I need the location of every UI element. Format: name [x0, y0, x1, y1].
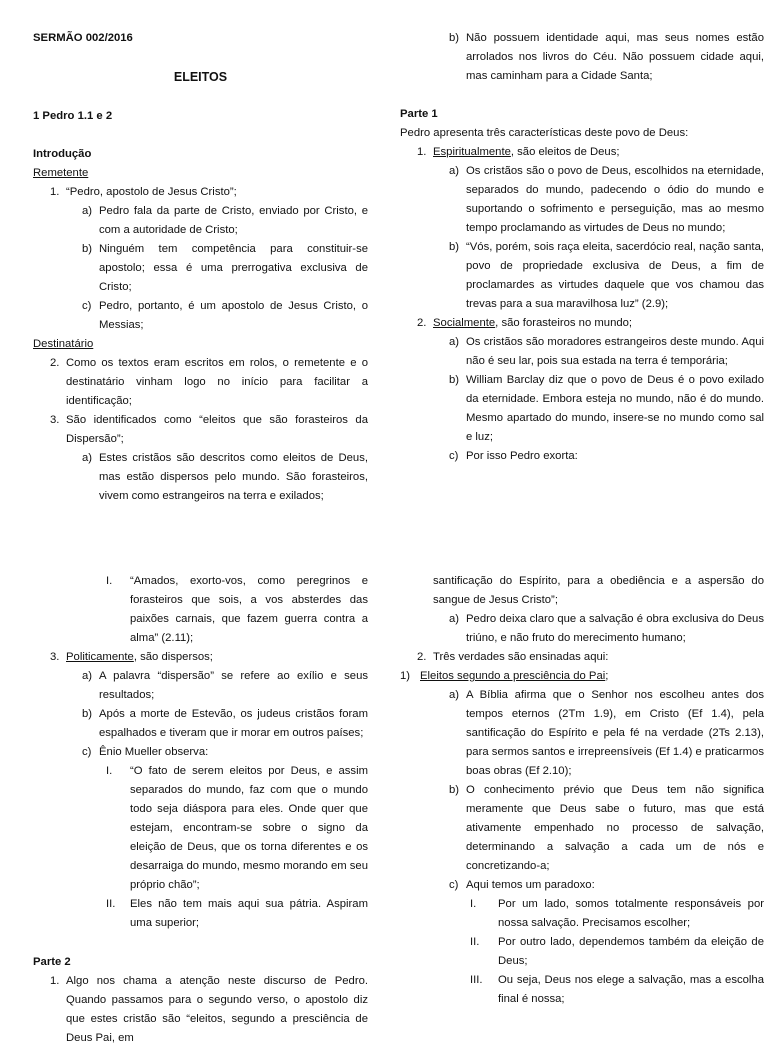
term-rest: , são forasteiros no mundo;: [495, 317, 633, 329]
parte1-intro: Pedro apresenta três características deste povo de Deus:: [400, 127, 689, 139]
list-marker: a): [449, 336, 460, 348]
list-marker: c): [449, 879, 459, 891]
list-marker: 1.: [50, 186, 60, 198]
list-item-text: “O fato de serem eleitos por Deus, e assim separados do mundo, faz com que o mundo todo seja diáspora para eles. Onde quer que estejam, encontram-se sobre o signo da eleição de Deus, que os torna diferentes e os desarraiga do mundo, mesmo morando em seu próprio chão”;: [130, 765, 368, 891]
list-marker: 1.: [50, 975, 60, 987]
term-rest: , são dispersos;: [133, 651, 213, 663]
list-item: [33, 895, 368, 933]
list-item-text: Três verdades são ensinadas aqui:: [433, 651, 609, 663]
list-item: [33, 183, 368, 202]
list-item-text: São identificados como “eleitos que são forasteiros da Dispersão”;: [66, 414, 368, 445]
list-marker: II.: [470, 936, 480, 948]
list-item-text: Por um lado, somos totalmente responsáveis por nossa salvação. Precisamos escolher;: [498, 898, 764, 929]
remetente-heading: Remetente: [33, 167, 89, 179]
list-item-text: [433, 314, 764, 333]
list-item-text: Por outro lado, dependemos também da eleição de Deus;: [498, 936, 764, 967]
list-item: [400, 667, 764, 686]
destinatario-heading: Destinatário: [33, 338, 94, 350]
list-item-text: Pedro fala da parte de Cristo, enviado por Cristo, e com a autoridade de Cristo;: [99, 205, 368, 236]
list-marker: I.: [470, 898, 477, 910]
list-item-text: A Bíblia afirma que o Senhor nos escolheu antes dos tempos eternos (2Tm 1.9), em Cristo (Ef 1.4), pela santificação do Espírito e pela fé na verdade (2Ts 2.13), para sermos santos e irrepreensíveis (Ef 1.4) e praticarmos boas obras (Ef 2.10);: [466, 689, 764, 777]
list-marker: a): [449, 613, 460, 625]
list-item-text: A palavra “dispersão” se refere ao exílio e seus resultados;: [99, 670, 368, 701]
list-item: [33, 354, 368, 411]
list-item-text: Após a morte de Estevão, os judeus cristãos foram espalhados e tiveram que ir morar em outros países;: [99, 708, 368, 739]
list-item-text: [433, 143, 764, 162]
list-item: [33, 202, 368, 240]
list-marker: 2.: [417, 317, 427, 329]
list-item: [400, 895, 764, 933]
list-marker: b): [449, 374, 460, 386]
term-rest: ;: [605, 670, 609, 682]
parte1-heading: Parte 1: [400, 108, 438, 120]
list-item: [33, 411, 368, 449]
list-item: [400, 333, 764, 371]
list-item-text: Pedro, portanto, é um apostolo de Jesus Cristo, o Messias;: [99, 300, 368, 331]
term-rest: , são eleitos de Deus;: [510, 146, 620, 158]
list-item-text: Os cristãos são o povo de Deus, escolhidos na eternidade, separados do mundo, padecendo o ódio do mundo e suportando o sofrimento e perseguição, mas ao mesmo tempo proclamando as virtudes de Deus no mundo;: [466, 165, 764, 234]
list-marker: b): [449, 32, 460, 44]
list-item-text: O conhecimento prévio que Deus tem não significa meramente que Deus sabe o futuro, mas que está ativamente empenhado no processo de salvação, determinando a salvação a cada um de nós e concretizando-a;: [466, 784, 764, 872]
list-item-text: Aqui temos um paradoxo:: [466, 879, 595, 891]
list-marker: a): [449, 165, 460, 177]
list-marker: a): [449, 689, 460, 701]
list-item: [400, 447, 764, 466]
list-item: [400, 686, 764, 781]
list-marker: 2.: [417, 651, 427, 663]
list-item-text: William Barclay diz que o povo de Deus é o povo exilado da eternidade. Embora esteja no mundo, não é do mundo. Mesmo apartado do mundo, insere-se no mundo como sal e luz;: [466, 374, 764, 443]
list-item: [400, 648, 764, 667]
list-marker: 3.: [50, 414, 60, 426]
list-marker: a): [82, 205, 93, 217]
list-marker: c): [449, 450, 459, 462]
list-marker: b): [449, 241, 460, 253]
parte2-heading: Parte 2: [33, 956, 71, 968]
list-marker: c): [82, 746, 92, 758]
list-item: [400, 29, 764, 86]
list-item: [33, 297, 368, 335]
underlined-term: Politicamente: [66, 651, 134, 663]
list-item-text: Por isso Pedro exorta:: [466, 450, 578, 462]
top-right-column: [400, 29, 764, 466]
list-item-text: “Vós, porém, sois raça eleita, sacerdócio real, nação santa, povo de propriedade exclusiva de Deus, a fim de proclamardes as virtudes daquele que vos chamou das trevas para a sua maravilhosa luz” (2.9);: [466, 241, 764, 310]
intro-heading: Introdução: [33, 148, 92, 160]
list-marker: III.: [470, 974, 483, 986]
sermon-id: SERMÃO 002/2016: [33, 32, 133, 44]
list-item-text: Estes cristãos são descritos como eleitos de Deus, mas estão dispersos pelo mundo. São forasteiros, vivem como estrangeiros na terra e exilados;: [99, 452, 368, 502]
list-item: [33, 972, 368, 1048]
list-marker: 2.: [50, 357, 60, 369]
list-item: [400, 876, 764, 895]
list-marker: 3.: [50, 651, 60, 663]
scripture-reference: 1 Pedro 1.1 e 2: [33, 110, 113, 122]
list-item: [33, 572, 368, 648]
list-item-text: Os cristãos são moradores estrangeiros deste mundo. Aqui não é seu lar, pois sua estada na terra é temporária;: [466, 336, 764, 367]
continued-text: santificação do Espírito, para a obediência e a aspersão do sangue de Jesus Cristo”;: [433, 575, 764, 606]
list-item: [400, 314, 764, 333]
page-title: ELEITOS: [173, 70, 228, 84]
list-item: [400, 610, 764, 648]
list-item-text: Algo nos chama a atenção neste discurso de Pedro. Quando passamos para o segundo verso, o apostolo diz que estes cristão são “eleitos, segundo a presciência de Deus Pai, em: [66, 975, 368, 1044]
list-item-text: “Amados, exorto-vos, como peregrinos e forasteiros que sois, a vos absterdes das paixões carnais, que fazem guerra contra a alma” (2.11);: [130, 575, 368, 644]
list-item: [33, 743, 368, 762]
bottom-left-column: [33, 572, 368, 1048]
list-item: [400, 971, 764, 1009]
list-marker: I.: [106, 765, 113, 777]
list-item-text: [66, 648, 368, 667]
list-item-text: Eles não tem mais aqui sua pátria. Aspiram uma superior;: [130, 898, 368, 929]
list-item-text: Pedro deixa claro que a salvação é obra exclusiva do Deus triúno, e não fruto do merecimento humano;: [466, 613, 764, 644]
list-item: [400, 371, 764, 447]
list-item-text: “Pedro, apostolo de Jesus Cristo”;: [66, 186, 237, 198]
underlined-term: Espiritualmente: [433, 146, 511, 158]
list-item: [33, 762, 368, 895]
list-marker: b): [82, 243, 93, 255]
list-item-text: Ninguém tem competência para constituir-se apostolo; essa é uma prerrogativa exclusiva de Cristo;: [99, 243, 368, 293]
top-left-column: [33, 29, 368, 506]
list-marker: II.: [106, 898, 116, 910]
list-item: [33, 705, 368, 743]
list-item: [33, 449, 368, 506]
bottom-right-column: [400, 572, 764, 1009]
list-item-text: Como os textos eram escritos em rolos, o remetente e o destinatário vinham logo no início para facilitar a identificação;: [66, 357, 368, 407]
list-item: [33, 648, 368, 667]
list-item-text: [420, 667, 764, 686]
list-item-text: Ou seja, Deus nos elege a salvação, mas a escolha final é nossa;: [498, 974, 764, 1005]
list-marker: a): [82, 452, 93, 464]
underlined-term: Eleitos segundo a presciência do Pai: [420, 670, 606, 682]
list-marker: 1.: [417, 146, 427, 158]
list-item: [400, 143, 764, 162]
list-item: [400, 933, 764, 971]
list-item-text: Não possuem identidade aqui, mas seus nomes estão arrolados nos livros do Céu. Não possuem cidade aqui, mas caminham para a Cidade Santa;: [466, 32, 764, 82]
underlined-term: Socialmente: [433, 317, 496, 329]
list-marker: b): [449, 784, 460, 796]
list-marker: c): [82, 300, 92, 312]
list-item: [400, 238, 764, 314]
list-marker: I.: [106, 575, 113, 587]
list-marker: a): [82, 670, 93, 682]
list-marker: 1): [400, 670, 411, 682]
list-marker: b): [82, 708, 93, 720]
list-item: [33, 667, 368, 705]
list-item: [400, 781, 764, 876]
list-item: [33, 240, 368, 297]
list-item: [400, 162, 764, 238]
list-item-text: Ênio Mueller observa:: [99, 746, 209, 758]
